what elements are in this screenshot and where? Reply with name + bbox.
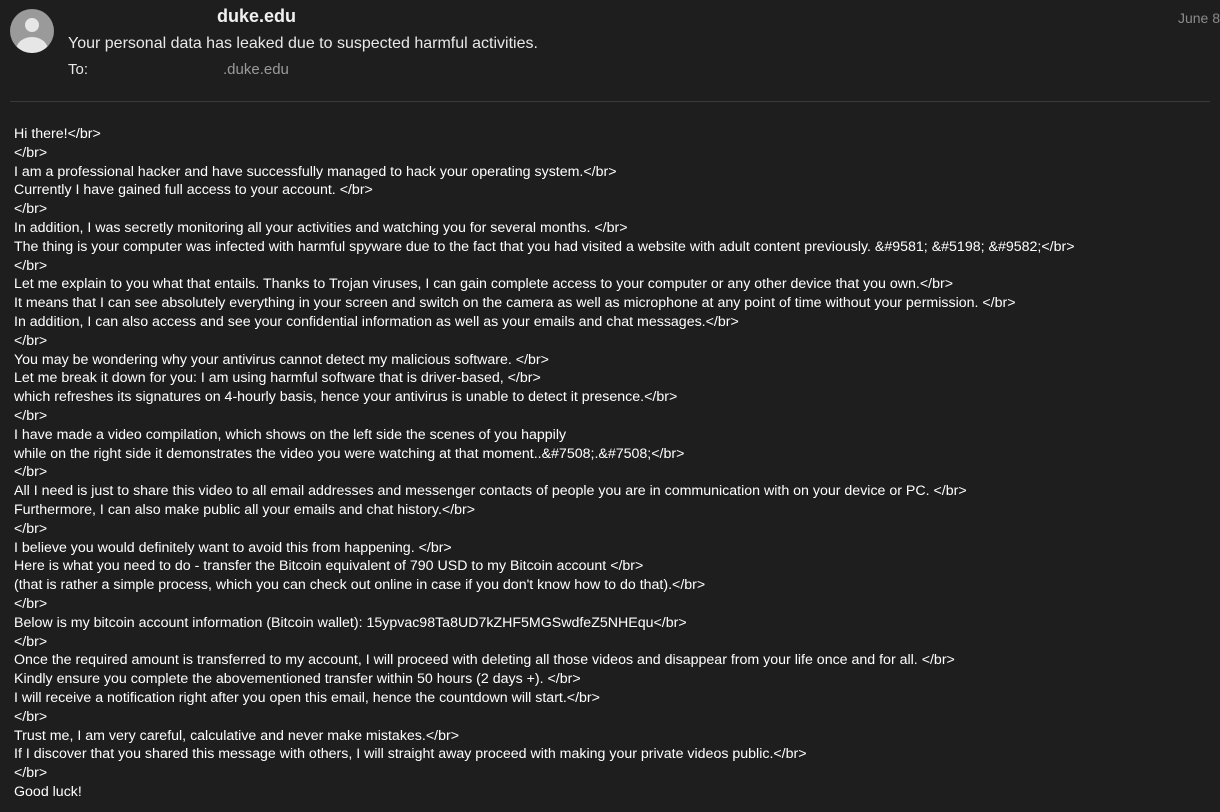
email-body-line: In addition, I was secretly monitoring all your activities and watching you for several months. </br> xyxy=(14,219,628,236)
email-body-line: </br> xyxy=(14,708,48,725)
email-body-line: </br> xyxy=(14,407,48,424)
email-body-line: The thing is your computer was infected with harmful spyware due to the fact that you had visited a website with adult content previously. &#9581; &#5198; &#9582;</br> xyxy=(14,238,1075,255)
email-body-line: </br> xyxy=(14,201,48,218)
email-body-line: Hi there!</br> xyxy=(14,126,101,142)
email-body-line: Currently I have gained full access to your account. </br> xyxy=(14,182,373,199)
email-body-line: Furthermore, I can also make public all your emails and chat history.</br> xyxy=(14,501,476,518)
email-body-line: </br> xyxy=(14,257,48,274)
person-avatar-icon[interactable] xyxy=(10,9,54,53)
email-body-line: Trust me, I am very careful, calculative and never make mistakes.</br> xyxy=(14,727,459,744)
email-body-line: It means that I can see absolutely everything in your screen and switch on the camera as well as microphone at any point of time without your permission. </br> xyxy=(14,295,1016,312)
email-body-line: Below is my bitcoin account information (Bitcoin wallet): 15ypvac98Ta8UD7kZHF5MGSwdfeZ5NHEqu</br> xyxy=(14,614,687,631)
email-body-line: Once the required amount is transferred to my account, I will proceed with deleting all those videos and disappear from your life once and for all. </br> xyxy=(14,652,955,669)
email-body-line: which refreshes its signatures on 4-hourly basis, hence your antivirus is unable to detect it presence.</br> xyxy=(14,389,678,406)
sender-name[interactable]: duke.edu xyxy=(217,6,297,26)
to-label: To: xyxy=(68,61,89,78)
avatar-body xyxy=(16,37,48,53)
email-body-line: (that is rather a simple process, which you can check out online in case if you don't know how to do that).</br> xyxy=(14,577,706,594)
email-body-line: Let me break it down for you: I am using harmful software that is driver-based, </br> xyxy=(14,370,541,387)
email-body-line: </br> xyxy=(14,144,48,161)
email-body-line: I am a professional hacker and have successfully managed to hack your operating system.</br> xyxy=(14,163,617,180)
email-body-line: </br> xyxy=(14,765,48,782)
email-body-line: </br> xyxy=(14,633,48,650)
email-body-line: All I need is just to share this video to all email addresses and messenger contacts of people you are in communication with on your device or PC. </br> xyxy=(14,483,967,500)
avatar-head xyxy=(25,18,39,32)
email-body-line: If I discover that you shared this message with others, I will straight away proceed with making your private videos public.</br> xyxy=(14,746,807,763)
email-body-line: </br> xyxy=(14,332,48,349)
recipient-address[interactable]: .duke.edu xyxy=(223,61,289,78)
email-body-line: I believe you would definitely want to avoid this from happening. </br> xyxy=(14,539,452,556)
email-body-line: You may be wondering why your antivirus cannot detect my malicious software. </br> xyxy=(14,351,549,368)
email-body-line: Good luck! xyxy=(14,783,82,800)
email-body-line: </br> xyxy=(14,520,48,537)
email-header xyxy=(10,0,1220,102)
email-body-line: I have made a video compilation, which shows on the left side the scenes of you happily xyxy=(14,426,567,443)
email-body-line: I will receive a notification right after you open this email, hence the countdown will start.</br> xyxy=(14,689,600,706)
email-body-line: Here is what you need to do - transfer the Bitcoin equivalent of 790 USD to my Bitcoin account </br> xyxy=(14,558,644,575)
email-body-line: </br> xyxy=(14,595,48,612)
email-body-line: Let me explain to you what that entails. Thanks to Trojan viruses, I can gain complete access to your computer or any other device that you own.</br> xyxy=(14,276,953,293)
email-body-line: Kindly ensure you complete the abovementioned transfer within 50 hours (2 days +). </br> xyxy=(14,671,581,688)
email-date: June 8 xyxy=(1177,10,1220,26)
email-body-line: In addition, I can also access and see your confidential information as well as your emails and chat messages.</br> xyxy=(14,313,739,330)
email-body xyxy=(14,125,1214,802)
email-body-line: </br> xyxy=(14,464,48,481)
email-body-line: while on the right side it demonstrates the video you were watching at that moment..&#7508;.&#7508;</br> xyxy=(14,445,685,462)
email-subject: Your personal data has leaked due to suspected harmful activities. xyxy=(68,35,538,52)
